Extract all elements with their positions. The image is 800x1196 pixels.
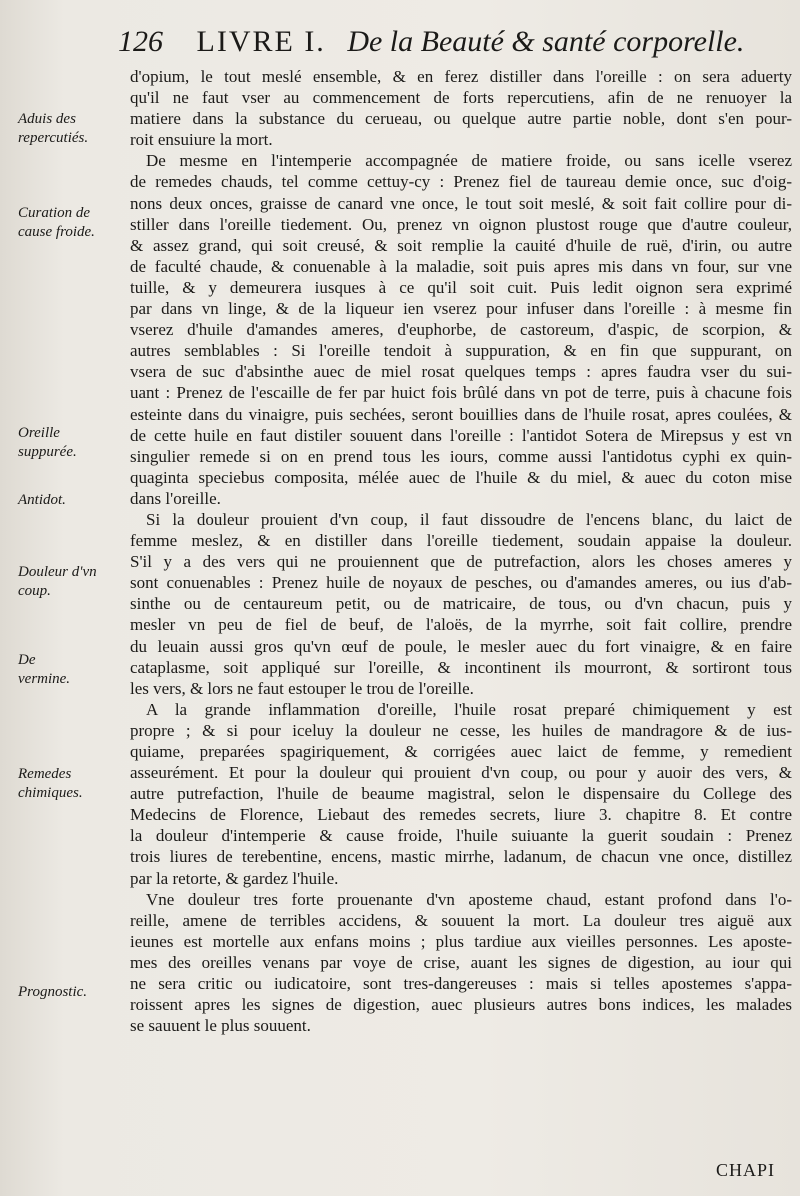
text-line: esteinte dans du vinaigre, puis sechées, seront bouillies dans de l'huile rosat, apres coulées, & [130,404,792,424]
text-line: par la retorte, & gardez l'huile. [130,868,339,888]
text-line: tuille, & y demeurera iusques à ce qu'il soit cuit. Puis ledit oignon sera exprimé [130,277,792,297]
text-line: uant : Prenez de l'escaille de fer par huict fois brûlé dans vn pot de terre, puis à chacune fois [130,383,792,403]
margin-note: Prognostic. [18,984,88,1000]
text-line: sont conuenables : Prenez huile de noyaux de pesches, ou d'amandes ameres, ou ius d'ab- [130,573,792,593]
body-text [130,66,792,1036]
margin-note: Douleur d'vn coup. [18,564,97,599]
text-line: A la grande inflammation d'oreille, l'huile rosat preparé chimiquement y est [146,699,792,719]
text-line: d'opium, le tout meslé ensemble, & en ferez distiller dans l'oreille : on sera aduerty [130,67,792,86]
text-line: du leuain aussi gros qu'vn œuf de poule, le mesler auec du fort vinaigre, & en faire [130,636,792,656]
text-line: trois liures de terebentine, encens, mastic mirrhe, ladanum, de chacun vne once, distillez [130,847,792,867]
text-line: roit ensuiure la mort. [130,130,273,150]
running-title: De la Beauté & santé corporelle. [347,25,745,58]
margin-note: Aduis des repercutiés. [18,111,89,146]
text-line: mes des oreilles venans par voye de crise, auant les signes de digestion, au iour qui [130,952,792,972]
text-line: la douleur d'intemperie & cause froide, l'huile suiuante la guerit soudain : Prenez [130,826,792,846]
text-line: de faculté chaude, & conuenable à la maladie, soit puis apres mis dans vn four, sur vne [130,256,792,276]
text-line: les vers, & lors ne faut estouper le trou de l'oreille. [130,678,474,698]
text-line: sinthe ou de centaureum petit, ou de matricaire, de tous, ou d'vn chacun, puis y [130,594,792,614]
page-header [118,22,788,62]
text-line: singulier remede si on en prend tous les iours, comme aussi l'antidotus cyphi ex quin- [130,446,792,466]
text-line: & assez grand, qui soit creusé, & soit remplie la cauité d'huile de ruë, d'irin, ou autre [130,235,792,255]
text-line: se sauuent le plus souuent. [130,1016,311,1036]
text-line: matiere dans la substance du cerueau, ou quelque autre partie noble, dont s'en pour- [130,109,792,129]
text-line: mesler vn peu de fiel de beuf, de l'aloës, de la myrrhe, soit fait collire, prendre [130,615,792,635]
text-line: cataplasme, soit appliqué sur l'oreille, & incontinent ils mourront, & sortiront tous [130,657,792,677]
text-line: qu'il ne faut vser au commencement de forts repercutiens, afin de ne renuoyer la [130,88,792,108]
text-line: vserez d'huile d'amandes ameres, d'euphorbe, de castoreum, d'aspic, de scorpion, & [130,320,792,340]
catchword: CHAPI [716,1160,776,1180]
text-line: Si la douleur prouient d'vn coup, il faut dissoudre de l'encens blanc, du laict de [146,509,792,529]
text-line: par dans vn linge, & de la liqueur ien vserez pour infuser dans l'oreille : à mesme fin [130,299,792,319]
text-line: Medecins de Florence, Liebaut des remedes secrets, liure 3. chapitre 8. Et contre [130,805,792,825]
text-line: autres semblables : Si l'oreille tendoit à suppuration, & en fin que suppurant, on [130,341,792,361]
text-line: dans l'oreille. [130,488,221,508]
margin-note: Curation de cause froide. [18,205,95,240]
text-line: quaginta speciebus composita, mélée auec de l'huile & du miel, & auec du coton mise [130,467,792,487]
text-line: ieunes est mortelle aux enfans moins ; plus tardiue aux vieilles personnes. Les aposte- [130,931,792,951]
text-line: quiame, preparées spagiriquement, & corrigées auec laict de femme, y remedient [130,742,792,761]
text-line: vsera de suc d'absinthe auec de miel rosat quelques temps : apres faudra vser du sui- [130,362,792,382]
text-line: nons deux onces, graisse de canard vne once, le tout soit meslé, & soit fait collire pour di- [130,193,792,213]
text-line: asseurément. Et pour la douleur qui prouient d'vn coup, ou pour y auoir des vers, & [130,763,792,783]
margin-note: De vermine. [18,652,71,687]
text-line: roissent apres les signes de digestion, auec plusieurs autres bons indices, les malades [130,995,792,1015]
text-line: femme meslez, & en distiller dans l'oreille tiedement, soudain appaise la douleur. [130,531,792,551]
margin-note: Antidot. [18,492,66,508]
text-line: De mesme en l'intemperie accompagnée de matiere froide, ou sans icelle vserez [146,151,792,171]
text-line: S'il y a des vers qui ne prouiennent que de putrefaction, alors les choses ameres y [130,552,792,572]
page-number: 126 [118,25,163,58]
text-line: stiller dans l'oreille tiedement. Ou, prenez vn oignon plustost rouge que d'autre couleur, [130,214,792,234]
text-line: propre ; & si pour iceluy la douleur ne cesse, les huiles de mandragore & de ius- [130,720,792,740]
margin-note: Oreille suppurée. [18,425,77,460]
text-line: ne sera critic ou iudicatoire, sont tres-dangereuses : mais si telles apostemes s'appa- [130,974,792,994]
text-line: reille, amene de terribles accidens, & souuent la mort. La douleur tres aiguë aux [130,910,792,930]
margin-note: Remedes chimiques. [18,766,83,801]
book-label: LIVRE I. [196,25,326,58]
text-line: de remedes chauds, tel comme cettuy-cy : Prenez fiel de taureau demie once, suc d'oig- [130,172,792,192]
text-line: autre putrefaction, l'huile de beaume magistral, selon le dispensaire du College des [130,784,792,804]
text-line: Vne douleur tres forte prouenante d'vn aposteme chaud, estant profond dans l'o- [146,889,792,909]
text-line: de cette huile en faut distiler souuent dans l'oreille : l'antidot Sotera de Mirepsus y est vn [130,425,792,445]
